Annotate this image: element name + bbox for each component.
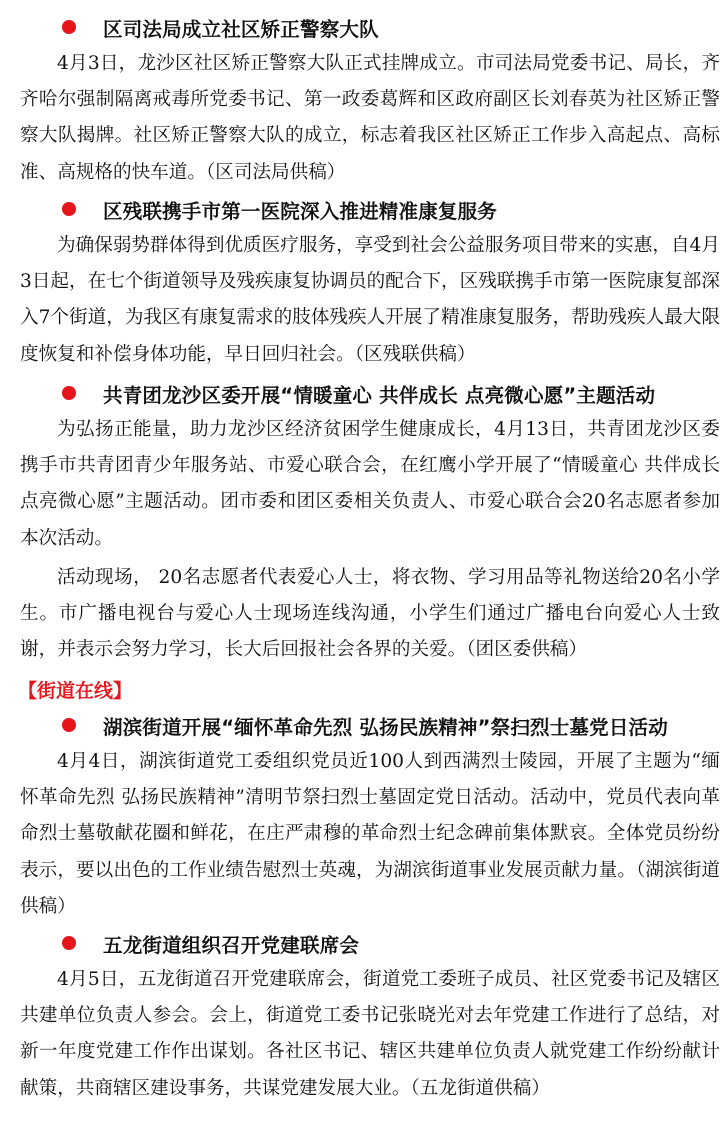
news-heading [0, 378, 728, 408]
news-paragraph: 4月4日，湖滨街道党工委组织党员近100人到西满烈士陵园，开展了主题为“缅怀革命先烈 弘扬民族精神”清明节祭扫烈士墓固定党日活动。活动中，党员代表向革命烈士墓敬献花圈和鲜花，在庄严肃穆的革命烈士纪念碑前集体默哀。全体党员纷纷表示，要以出色的工作业绩告慰烈士英魂，为湖滨街道事业发展贡献力量。（湖滨街道供稿） [20, 751, 720, 917]
news-heading [0, 710, 728, 740]
news-title: 共青团龙沙区委开展“情暖童心 共伴成长 点亮微心愿”主题活动 [103, 384, 656, 407]
news-heading [0, 12, 728, 42]
bullet-icon [62, 20, 76, 34]
news-heading [0, 194, 728, 224]
bullet-icon [62, 202, 76, 216]
section-tag: 【街道在线】 [18, 680, 133, 702]
bullet-icon [62, 386, 76, 400]
bullet-icon [62, 936, 76, 950]
news-title: 区司法局成立社区矫正警察大队 [103, 18, 379, 41]
news-title: 区残联携手市第一医院深入推进精准康复服务 [103, 200, 498, 223]
news-title: 五龙街道组织召开党建联席会 [103, 934, 360, 957]
news-title: 湖滨街道开展“缅怀革命先烈 弘扬民族精神”祭扫烈士墓党日活动 [103, 716, 668, 739]
news-paragraph: 为弘扬正能量，助力龙沙区经济贫困学生健康成长，4月13日，共青团龙沙区委携手市共青团青少年服务站、市爱心联合会，在红鹰小学开展了“情暖童心 共伴成长 点亮微心愿”主题活动。团市委和团区委相关负责人、市爱心联合会20名志愿者参加本次活动。 [20, 419, 720, 549]
news-paragraph: 为确保弱势群体得到优质医疗服务，享受到社会公益服务项目带来的实惠，自4月3日起，在七个街道领导及残疾康复协调员的配合下，区残联携手市第一医院康复部深入7个街道，为我区有康复需求的肢体残疾人开展了精准康复服务，帮助残疾人最大限度恢复和补偿身体功能，早日回归社会。（区残联供稿） [20, 235, 720, 365]
bullet-icon [62, 718, 76, 732]
news-paragraph: 活动现场， 20名志愿者代表爱心人士，将衣物、学习用品等礼物送给20名小学生。市广播电视台与爱心人士现场连线沟通，小学生们通过广播电台向爱心人士致谢，并表示会努力学习，长大后回报社会各界的关爱。（团区委供稿） [20, 567, 720, 661]
news-heading [0, 928, 728, 958]
news-paragraph: 4月3日，龙沙区社区矫正警察大队正式挂牌成立。市司法局党委书记、局长，齐齐哈尔强制隔离戒毒所党委书记、第一政委葛辉和区政府副区长刘春英为社区矫正警察大队揭牌。社区矫正警察大队的成立，标志着我区社区矫正工作步入高起点、高标准、高规格的快车道。（区司法局供稿） [20, 53, 720, 183]
news-paragraph: 4月5日，五龙街道召开党建联席会，街道党工委班子成员、社区党委书记及辖区共建单位负责人参会。会上，街道党工委书记张晓光对去年党建工作进行了总结，对新一年度党建工作作出谋划。各社区书记、辖区共建单位负责人就党建工作纷纷献计献策，共商辖区建设事务，共谋党建发展大业。（五龙街道供稿） [20, 969, 720, 1099]
